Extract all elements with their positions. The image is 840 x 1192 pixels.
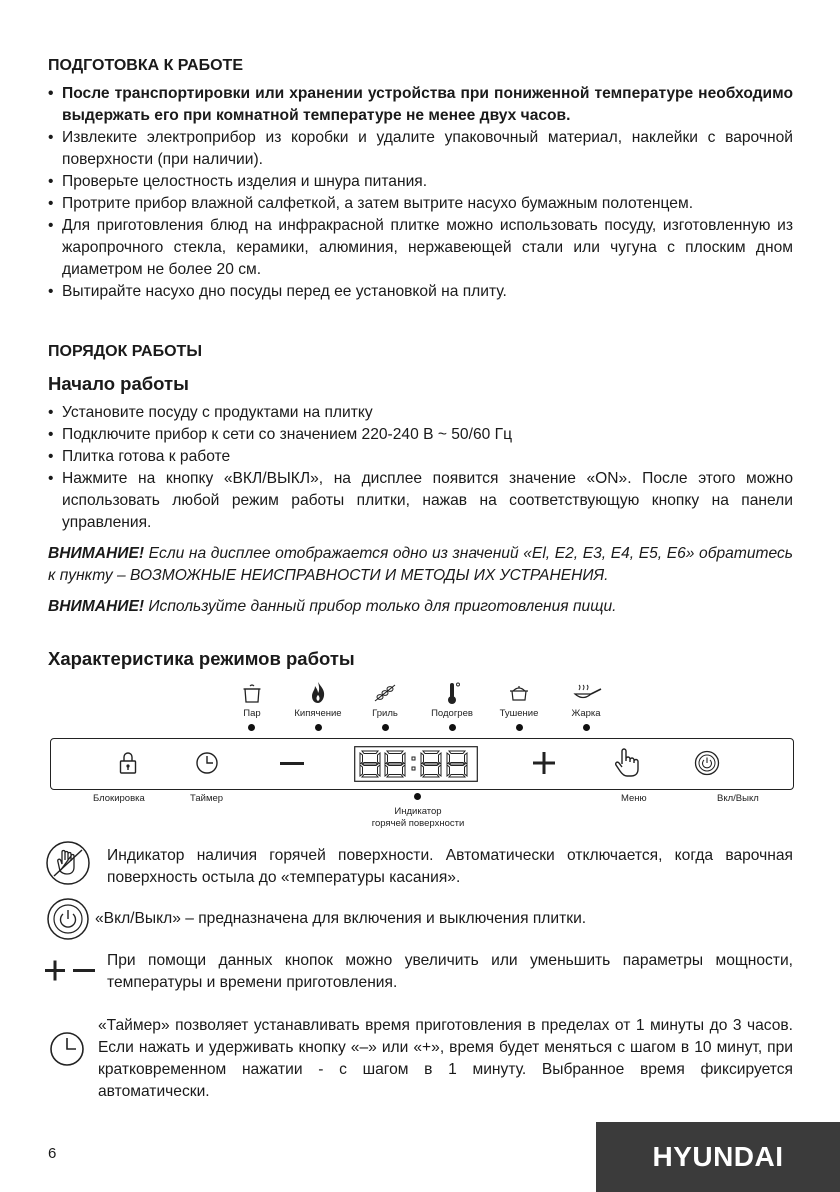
frying-pan-icon bbox=[573, 683, 603, 703]
timer-description-text: «Таймер» позволяет устанавливать время приготовления в пределах от 1 минуты до 3 часов. Если нажать и удерживать кнопку «–» или «+», время будет меняться с шагом в 10 минут, при кратковременном нажатии - с шагом в 1 минуту. Выбранное время фиксируется автоматически. bbox=[98, 1017, 793, 1100]
lock-label: Блокировка bbox=[93, 793, 145, 804]
mode-label-stew: Тушение bbox=[499, 708, 539, 719]
prep-section-title: ПОДГОТОВКА К РАБОТЕ bbox=[48, 57, 243, 74]
mode-indicator-dot bbox=[248, 724, 255, 731]
hot-indicator-label-2: горячей поверхности bbox=[371, 818, 465, 829]
pot-icon bbox=[242, 682, 262, 704]
minus-icon bbox=[280, 761, 304, 767]
power-button-icon bbox=[46, 897, 90, 941]
lock-icon bbox=[118, 751, 138, 775]
menu-label: Меню bbox=[621, 793, 647, 804]
list-item: • Проверьте целостность изделия и шнура питания. bbox=[48, 171, 793, 193]
hand-pointer-icon bbox=[614, 748, 640, 778]
warning-paragraph-1 bbox=[48, 543, 793, 587]
warning-text: Используйте данный прибор только для приготовления пищи. bbox=[144, 598, 617, 615]
control-panel bbox=[50, 738, 794, 790]
hot-surface-icon bbox=[45, 840, 91, 886]
mode-label-fry: Жарка bbox=[571, 708, 601, 719]
warning-paragraph-2 bbox=[48, 596, 793, 618]
mode-label-steam: Пар bbox=[243, 708, 261, 719]
timer-icon bbox=[49, 1031, 85, 1067]
segment-display bbox=[354, 746, 478, 782]
list-item: • Вытирайте насухо дно посуды перед ее установкой на плиту. bbox=[48, 281, 793, 303]
skewer-icon bbox=[373, 683, 397, 703]
page-number: 6 bbox=[48, 1145, 57, 1162]
brand-logo bbox=[596, 1122, 840, 1192]
plus-minus-icon bbox=[45, 960, 97, 982]
brand-logo-text: HYUNDAI bbox=[652, 1141, 784, 1172]
mode-indicator-dot bbox=[516, 724, 523, 731]
list-item: • Для приготовления блюд на инфракрасной плитке можно использовать посуду, изготовленную из жаропрочного стекла, керамики, алюминия, нержавеющей стали или чугуна с плоским дном диаметром не более 20 см. bbox=[48, 215, 793, 281]
clock-icon bbox=[195, 751, 219, 775]
stew-pot-icon bbox=[508, 683, 530, 703]
order-subtitle: Начало работы bbox=[48, 373, 189, 394]
mode-indicator-dot bbox=[449, 724, 456, 731]
list-item: • Извлеките электроприбор из коробки и удалите упаковочный материал, наклейки с варочной поверхности (при наличии). bbox=[48, 127, 793, 171]
power-label: Вкл/Выкл bbox=[717, 793, 759, 804]
list-item: • Протрите прибор влажной салфеткой, а затем вытрите насухо бумажным полотенцем. bbox=[48, 193, 793, 215]
prep-list bbox=[48, 83, 793, 303]
mode-indicator-dot bbox=[315, 724, 322, 731]
list-item: • Нажмите на кнопку «ВКЛ/ВЫКЛ», на дисплее появится значение «ON». После этого можно использовать любой режим работы плитки, нажав на соответствующую кнопку на панели управления. bbox=[48, 468, 793, 534]
modes-title: Характеристика режимов работы bbox=[48, 648, 355, 669]
mode-label-grill: Гриль bbox=[372, 708, 398, 719]
mode-indicator-dot bbox=[382, 724, 389, 731]
hot-surface-indicator-dot bbox=[414, 793, 421, 800]
mode-indicator-dot bbox=[583, 724, 590, 731]
list-item: • Плитка готова к работе bbox=[48, 446, 793, 468]
warning-text: Если на дисплее отображается одно из значений «El, E2, E3, E4, E5, E6» обратитесь к пункту – ВОЗМОЖНЫЕ НЕИСПРАВНОСТИ И МЕТОДЫ ИХ УСТРАНЕНИЯ. bbox=[48, 545, 793, 584]
warning-label: ВНИМАНИЕ! bbox=[48, 598, 145, 615]
plus-icon bbox=[533, 752, 555, 774]
mode-label-boil: Кипячение bbox=[294, 708, 342, 719]
mode-label-warm: Подогрев bbox=[431, 708, 473, 719]
warning-label: ВНИМАНИЕ! bbox=[48, 545, 145, 562]
flame-icon bbox=[309, 681, 327, 705]
list-item: • После транспортировки или хранении устройства при пониженной температуре необходимо выдержать его при комнатной температуре не менее двух часов. bbox=[48, 83, 793, 127]
timer-label: Таймер bbox=[190, 793, 224, 804]
timer-description bbox=[98, 1015, 793, 1103]
thermometer-icon bbox=[446, 681, 462, 705]
hot-indicator-label-1: Индикатор bbox=[394, 806, 442, 817]
power-icon bbox=[694, 750, 720, 776]
list-item: • Подключите прибор к сети со значением 220-240 В ~ 50/60 Гц bbox=[48, 424, 793, 446]
power-description: «Вкл/Выкл» – предназначена для включения и выключения плитки. bbox=[95, 910, 587, 927]
plus-minus-description: При помощи данных кнопок можно увеличить или уменьшить параметры мощности, температуры и времени приготовления. bbox=[107, 952, 793, 991]
order-section-title: ПОРЯДОК РАБОТЫ bbox=[48, 343, 202, 360]
order-list bbox=[48, 402, 793, 534]
hot-indicator-description: Индикатор наличия горячей поверхности. Автоматически отключается, когда варочная поверхность остыла до «температуры касания». bbox=[107, 847, 793, 886]
list-item: • Установите посуду с продуктами на плитку bbox=[48, 402, 793, 424]
